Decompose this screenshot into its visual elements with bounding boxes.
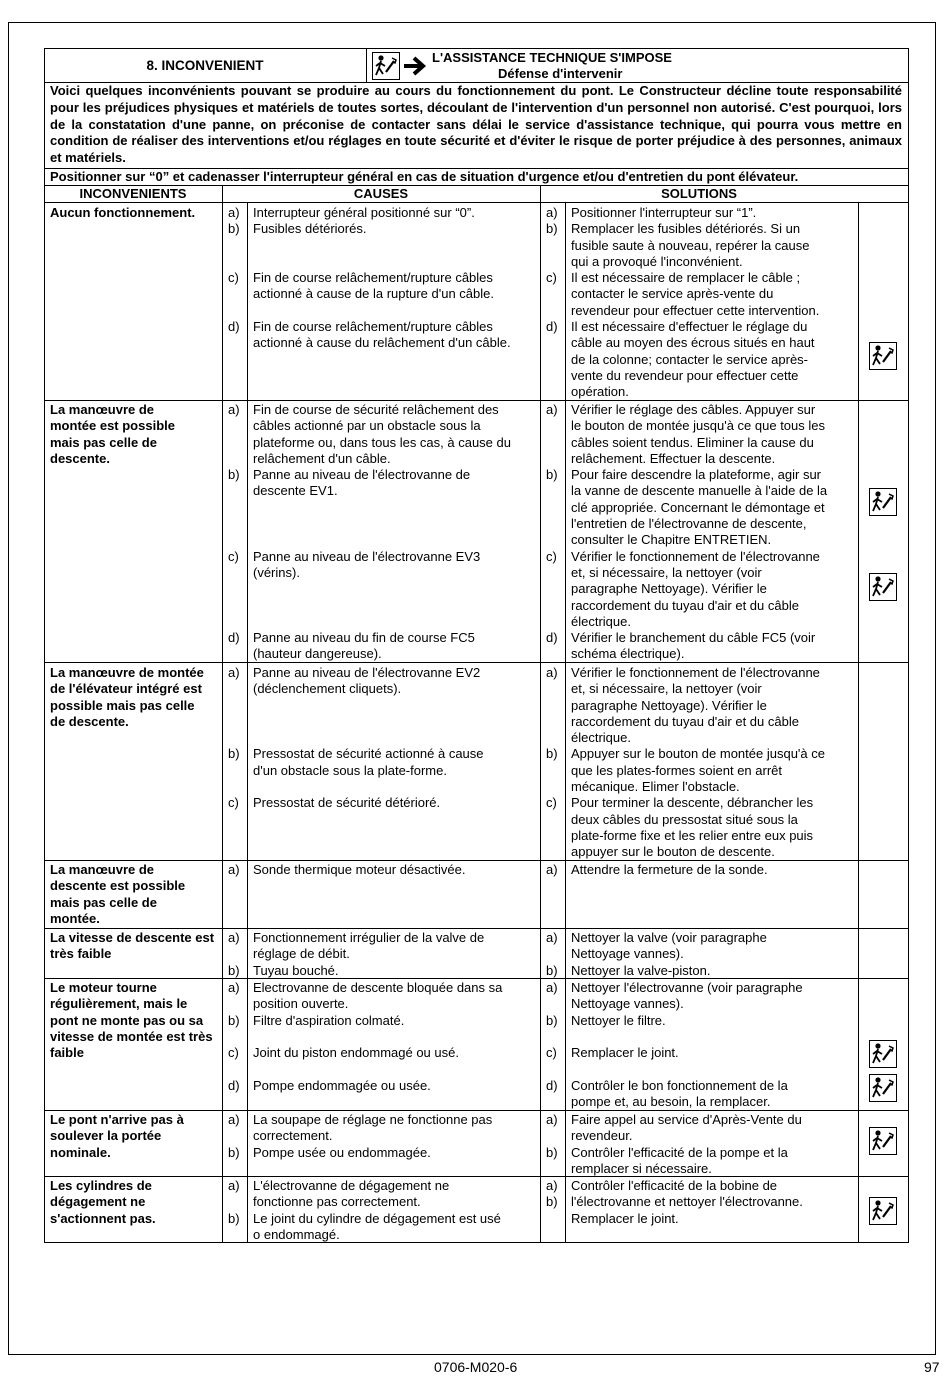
- doc-code: 0706-M020-6: [434, 1359, 518, 1375]
- cause-cell: Electrovanne de descente bloquée dans sa position ouverte. Filtre d'aspiration colmaté. Joint du piston endommagé ou usé. Pompe endommagée ou usée.: [253, 980, 503, 1093]
- section-title: 8. INCONVENIENT: [146, 58, 264, 73]
- technician-wrench-icon: [869, 488, 897, 516]
- solution-letters: a) b) c) d): [546, 402, 558, 646]
- problem-cell: La manœuvre de montée de l'élévateur intégré est possible mais pas celle de descente.: [50, 665, 204, 729]
- technician-wrench-icon: [869, 342, 897, 370]
- solution-letters: a) b) c): [546, 665, 558, 811]
- col-header-causes: CAUSES: [353, 186, 409, 201]
- cause-cell: L'électrovanne de dégagement ne fonctionne pas correctement. Le joint du cylindre de dégagement est usé o endommagé.: [253, 1178, 501, 1242]
- technician-wrench-icon: [869, 573, 897, 601]
- solution-cell: Contrôler l'efficacité de la bobine de l'électrovanne et nettoyer l'électrovanne. Remplacer le joint.: [571, 1178, 803, 1226]
- solution-letters: a): [546, 862, 558, 877]
- problem-cell: Le pont n'arrive pas à soulever la portée nominale.: [50, 1112, 184, 1160]
- cause-letters: a) b) c) d): [228, 402, 240, 646]
- solution-cell: Attendre la fermeture de la sonde.: [571, 862, 768, 877]
- solution-letters: a) b) c) d): [546, 980, 558, 1093]
- lockout-warning: Positionner sur “0” et cadenasser l'interrupteur général en cas de situation d'urgence et/ou d'entretien du pont élévateur.: [50, 169, 799, 184]
- cause-letters: a) b) c) d): [228, 205, 240, 335]
- problem-cell: La manœuvre de montée est possible mais pas celle de descente.: [50, 402, 175, 466]
- cause-cell: La soupape de réglage ne fonctionne pas correctement. Pompe usée ou endommagée.: [253, 1112, 493, 1160]
- technician-wrench-icon: [869, 1127, 897, 1155]
- technician-wrench-icon: [372, 52, 400, 80]
- problem-cell: Les cylindres de dégagement ne s'actionnent pas.: [50, 1178, 156, 1226]
- cause-letters: a) b) c) d): [228, 980, 240, 1093]
- technician-wrench-icon: [869, 1197, 897, 1225]
- cause-letters: a) b): [228, 1112, 240, 1160]
- problem-cell: Le moteur tourne régulièrement, mais le pont ne monte pas ou sa vitesse de montée est très faible: [50, 980, 213, 1061]
- cause-letters: a) b): [228, 1178, 240, 1226]
- cause-letters: a) b): [228, 930, 240, 978]
- problem-cell: La vitesse de descente est très faible: [50, 930, 215, 962]
- technician-wrench-icon: [869, 1040, 897, 1068]
- solution-letters: a) b): [546, 1112, 558, 1160]
- problem-cell: La manœuvre de descente est possible mais pas celle de montée.: [50, 862, 186, 926]
- cause-cell: Fin de course de sécurité relâchement des câbles actionné par un obstacle sous la plateforme ou, dans tous les cas, à cause du relâchement d'un câble. Panne au niveau de l'électrovanne de descente EV1. Panne au niveau de l'électrovanne EV3 (vérins). Panne au niveau du fin de course FC5 (hauteur dangereuse).: [253, 402, 511, 662]
- problem-cell: Aucun fonctionnement.: [50, 205, 196, 220]
- technician-wrench-icon: [869, 1074, 897, 1102]
- cause-letters: a) b) c): [228, 665, 240, 811]
- solution-cell: Vérifier le fonctionnement de l'électrovanne et, si nécessaire, la nettoyer (voir paragraphe Nettoyage). Vérifier le raccordement du tuyau d'air et du câble électrique. Appuyer sur le bouton de montée jusqu'à ce que les plates-formes soient en arrêt mécanique. Elimer l'obstacle. Pour terminer la descente, débrancher les deux câbles du pressostat situé sous la plate-forme fixe et les relier entre eux puis appuyer sur le bouton de descente.: [571, 665, 825, 860]
- right-arrow-icon: [402, 54, 428, 78]
- solution-letters: a) b): [546, 1178, 558, 1210]
- col-header-inconvenients: INCONVENIENTS: [79, 186, 187, 201]
- assistance-title: L'ASSISTANCE TECHNIQUE S'IMPOSE: [432, 50, 672, 65]
- solution-cell: Nettoyer la valve (voir paragraphe Nettoyage vannes). Nettoyer la valve-piston.: [571, 930, 767, 978]
- cause-cell: Panne au niveau de l'électrovanne EV2 (déclenchement cliquets). Pressostat de sécurité actionné à cause d'un obstacle sous la plate-forme. Pressostat de sécurité détérioré.: [253, 665, 484, 811]
- col-header-solutions: SOLUTIONS: [661, 186, 737, 201]
- cause-cell: Sonde thermique moteur désactivée.: [253, 862, 466, 877]
- solution-cell: Vérifier le réglage des câbles. Appuyer sur le bouton de montée jusqu'à ce que tous les câbles soient tendus. Eliminer la cause du relâchement. Effectuer la descente. Pour faire descendre la plateforme, agir sur la vanne de descente manuelle à l'aide de la clé appropriée. Concernant le démontage et l'entretien de l'électrovanne de descente, consulter le Chapitre ENTRETIEN. Vérifier le fonctionnement de l'électrovanne et, si nécessaire, la nettoyer (voir paragraphe Nettoyage). Vérifier le raccordement du tuyau d'air et du câble électrique. Vérifier le branchement du câble FC5 (voir schéma électrique).: [571, 402, 828, 662]
- cause-letters: a): [228, 862, 240, 877]
- solution-cell: Nettoyer l'électrovanne (voir paragraphe Nettoyage vannes). Nettoyer le filtre. Remplacer le joint. Contrôler le bon fonctionnement de la pompe et, au besoin, la remplacer.: [571, 980, 803, 1110]
- solution-cell: Positionner l'interrupteur sur “1”. Remplacer les fusibles détériorés. Si un fusible saute à nouveau, repérer la cause qui a provoqué l'inconvénient. Il est nécessaire de remplacer le câble ; contacter le service après-vente du revendeur pour effectuer cette intervention. Il est nécessaire d'effectuer le réglage du câble au moyen des écrous situés en haut de la colonne; contacter le service après- vente du revendeur pour effectuer cette opération.: [571, 205, 820, 400]
- intro-paragraph: Voici quelques inconvénients pouvant se produire au cours du fonctionnement du pont. Le Constructeur décline toute responsabilité pour les préjudices physiques et matériels de toutes sortes, découlant de l'intervention d'un personnel non autorisé. C'est pourquoi, lors de la constatation d'une panne, on préconise de contacter sans délai le service d'assistance technique, qui pourra vous mettre en condition de réaliser des interventions et/ou réglages en toute sécurité et d'éviter le risque de porter préjudice à des personnes, animaux et matériels.: [50, 83, 902, 166]
- solution-letters: a) b): [546, 930, 558, 978]
- solution-cell: Faire appel au service d'Après-Vente du revendeur. Contrôler l'efficacité de la pompe et la remplacer si nécessaire.: [571, 1112, 802, 1176]
- page-number: 97: [924, 1359, 940, 1375]
- assistance-subtitle: Défense d'intervenir: [498, 66, 623, 81]
- solution-letters: a) b) c) d): [546, 205, 558, 335]
- cause-cell: Fonctionnement irrégulier de la valve de réglage de débit. Tuyau bouché.: [253, 930, 485, 978]
- cause-cell: Interrupteur général positionné sur “0”. Fusibles détériorés. Fin de course relâchement/rupture câbles actionné à cause de la rupture d'un câble. Fin de course relâchement/rupture câbles actionné à cause du relâchement d'un câble.: [253, 205, 511, 351]
